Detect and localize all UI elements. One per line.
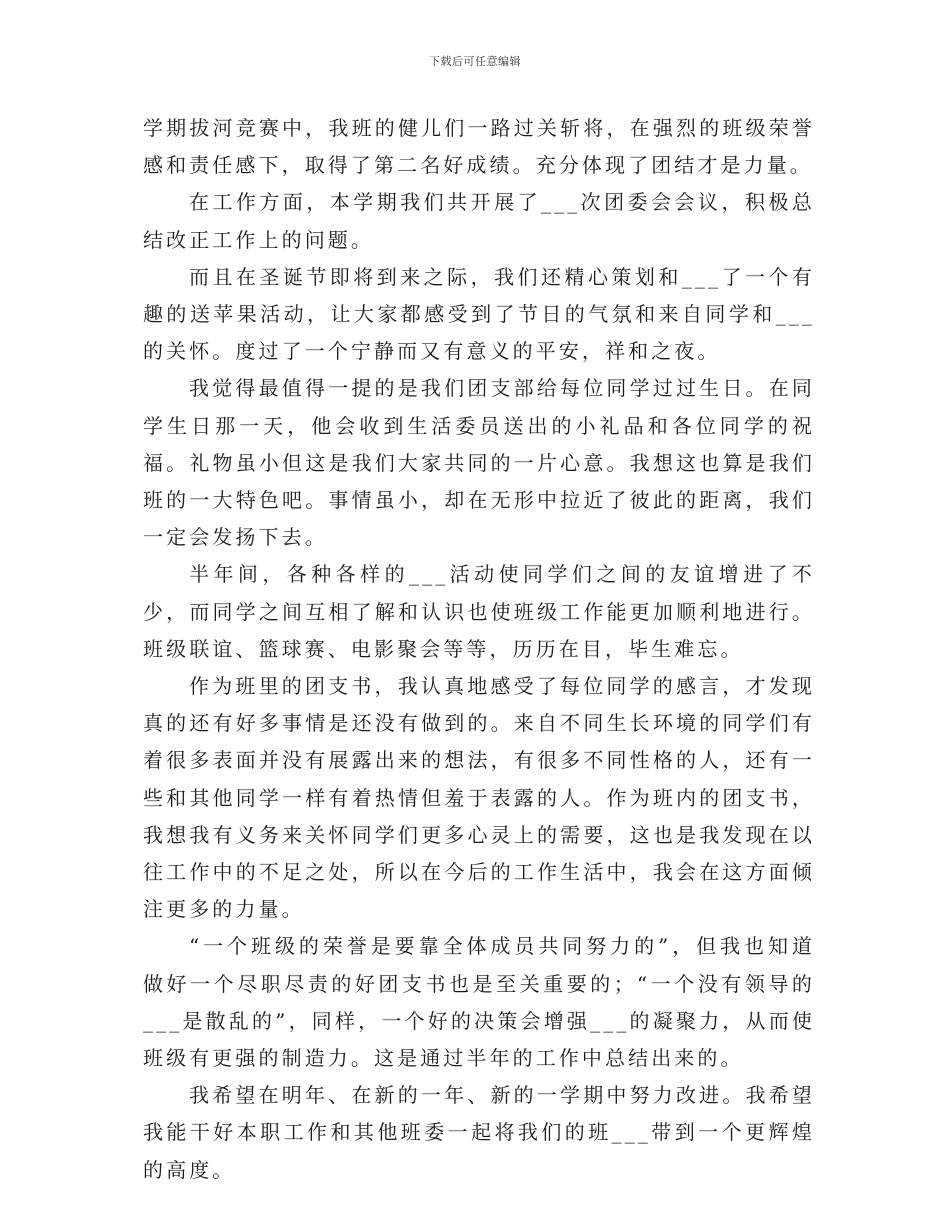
paragraph: 作为班里的团支书，我认真地感受了每位同学的感言，才发现真的还有好多事情是还没有做到的。来自不同生长环境的同学们有着很多表面并没有展露出来的想法，有很多不同性格的人，还有一些和其他同学一样有着热情但羞于表露的人。作为班内的团支书，我想我有义务来关怀同学们更多心灵上的需要，这也是我发现在以往工作中的不足之处，所以在今后的工作生活中，我会在这方面倾注更多的力量。 (143, 674, 815, 922)
paragraph: 在工作方面，本学期我们共开展了___次团委会会议，积极总结改正工作上的问题。 (143, 190, 815, 252)
paragraph: 半年间，各种各样的___活动使同学们之间的友谊增进了不少，而同学之间互相了解和认识也使班级工作能更加顺利地进行。班级联谊、篮球赛、电影聚会等等，历历在目，毕生难忘。 (143, 562, 815, 661)
paragraph: 我希望在明年、在新的一年、新的一学期中努力改进。我希望我能干好本职工作和其他班委一起将我们的班___带到一个更辉煌的高度。 (143, 1083, 815, 1182)
paragraph: 学期拔河竞赛中，我班的健儿们一路过关斩将，在强烈的班级荣誉感和责任感下，取得了第二名好成绩。充分体现了团结才是力量。 (143, 116, 815, 178)
paragraph: 而且在圣诞节即将到来之际，我们还精心策划和___了一个有趣的送苹果活动，让大家都感受到了节日的气氛和来自同学和___的关怀。度过了一个宁静而又有意义的平安，祥和之夜。 (143, 264, 815, 364)
document-body (143, 110, 815, 1189)
page-header: 下载后可任意编辑 (429, 55, 521, 68)
paragraph: 我觉得最值得一提的是我们团支部给每位同学过过生日。在同学生日那一天，他会收到生活委员送出的小礼品和各位同学的祝福。礼物虽小但这是我们大家共同的一片心意。我想这也算是我们班的一大特色吧。事情虽小，却在无形中拉近了彼此的距离，我们一定会发扬下去。 (143, 376, 815, 550)
paragraph: “一个班级的荣誉是要靠全体成员共同努力的”，但我也知道做好一个尽职尽责的好团支书也是至关重要的；“一个没有领导的___是散乱的”，同样，一个好的决策会增强___的凝聚力，从而使班级有更强的制造力。这是通过半年的工作中总结出来的。 (143, 934, 815, 1071)
